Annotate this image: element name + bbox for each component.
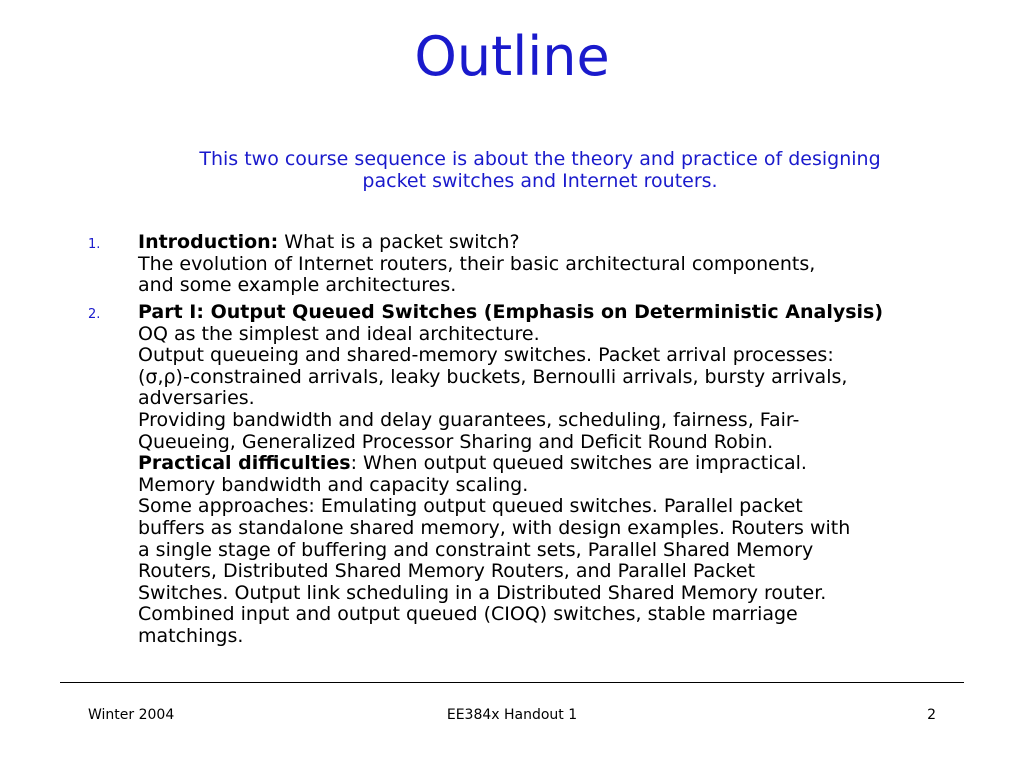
list-item-number: 1. bbox=[88, 237, 101, 252]
list-item-body bbox=[138, 302, 938, 648]
list-item-line: Some approaches: Emulating output queued switches. Parallel packet bbox=[138, 495, 803, 518]
intro-text bbox=[140, 147, 940, 190]
list-item-heading: Part I: Output Queued Switches (Emphasis on Deterministic Analysis) bbox=[138, 301, 884, 323]
list-item-line: OQ as the simplest and ideal architecture. bbox=[138, 322, 540, 345]
list-item-line: matchings. bbox=[138, 624, 244, 647]
list-item-line: The evolution of Internet routers, their basic architectural components, bbox=[138, 252, 816, 275]
list-item-line: adversaries. bbox=[138, 387, 255, 410]
practical-difficulties-label: Practical difficulties bbox=[138, 452, 351, 475]
list-item-line: Output queueing and shared-memory switches. Packet arrival processes: bbox=[138, 344, 834, 367]
list-item-line: buffers as standalone shared memory, with design examples. Routers with bbox=[138, 516, 851, 539]
practical-difficulties-text: : When output queued switches are impractical. bbox=[350, 452, 807, 475]
list-item-heading: Introduction: bbox=[138, 231, 279, 253]
list-item-line: Memory bandwidth and capacity scaling. bbox=[138, 473, 529, 496]
intro-line: This two course sequence is about the theory and practice of designing bbox=[199, 148, 881, 170]
footer-term: Winter 2004 bbox=[88, 707, 175, 723]
list-item-heading-rest: What is a packet switch? bbox=[278, 231, 520, 253]
list-item-number: 2. bbox=[88, 307, 101, 322]
list-item-body bbox=[138, 232, 938, 297]
list-item-heading-line bbox=[138, 232, 938, 254]
footer-divider bbox=[60, 682, 964, 683]
list-item-line: Switches. Output link scheduling in a Distributed Shared Memory router. bbox=[138, 581, 827, 604]
list-item-line: Routers, Distributed Shared Memory Routers, and Parallel Packet bbox=[138, 560, 756, 583]
list-item-line: a single stage of buffering and constraint sets, Parallel Shared Memory bbox=[138, 538, 814, 561]
list-item-line: Queueing, Generalized Processor Sharing and Deficit Round Robin. bbox=[138, 430, 774, 453]
footer-page-number: 2 bbox=[927, 707, 936, 723]
slide-title: Outline bbox=[414, 25, 610, 88]
practical-difficulties-line bbox=[138, 453, 938, 475]
footer-handout: EE384x Handout 1 bbox=[446, 707, 578, 723]
list-item-line: Combined input and output queued (CIOQ) switches, stable marriage bbox=[138, 603, 798, 626]
list-item-line: (σ,ρ)-constrained arrivals, leaky buckets, Bernoulli arrivals, bursty arrivals, bbox=[138, 365, 848, 388]
list-item-line: and some example architectures. bbox=[138, 274, 457, 297]
list-item-line: Providing bandwidth and delay guarantees, scheduling, fairness, Fair- bbox=[138, 408, 800, 431]
intro-line: packet switches and Internet routers. bbox=[362, 169, 718, 192]
